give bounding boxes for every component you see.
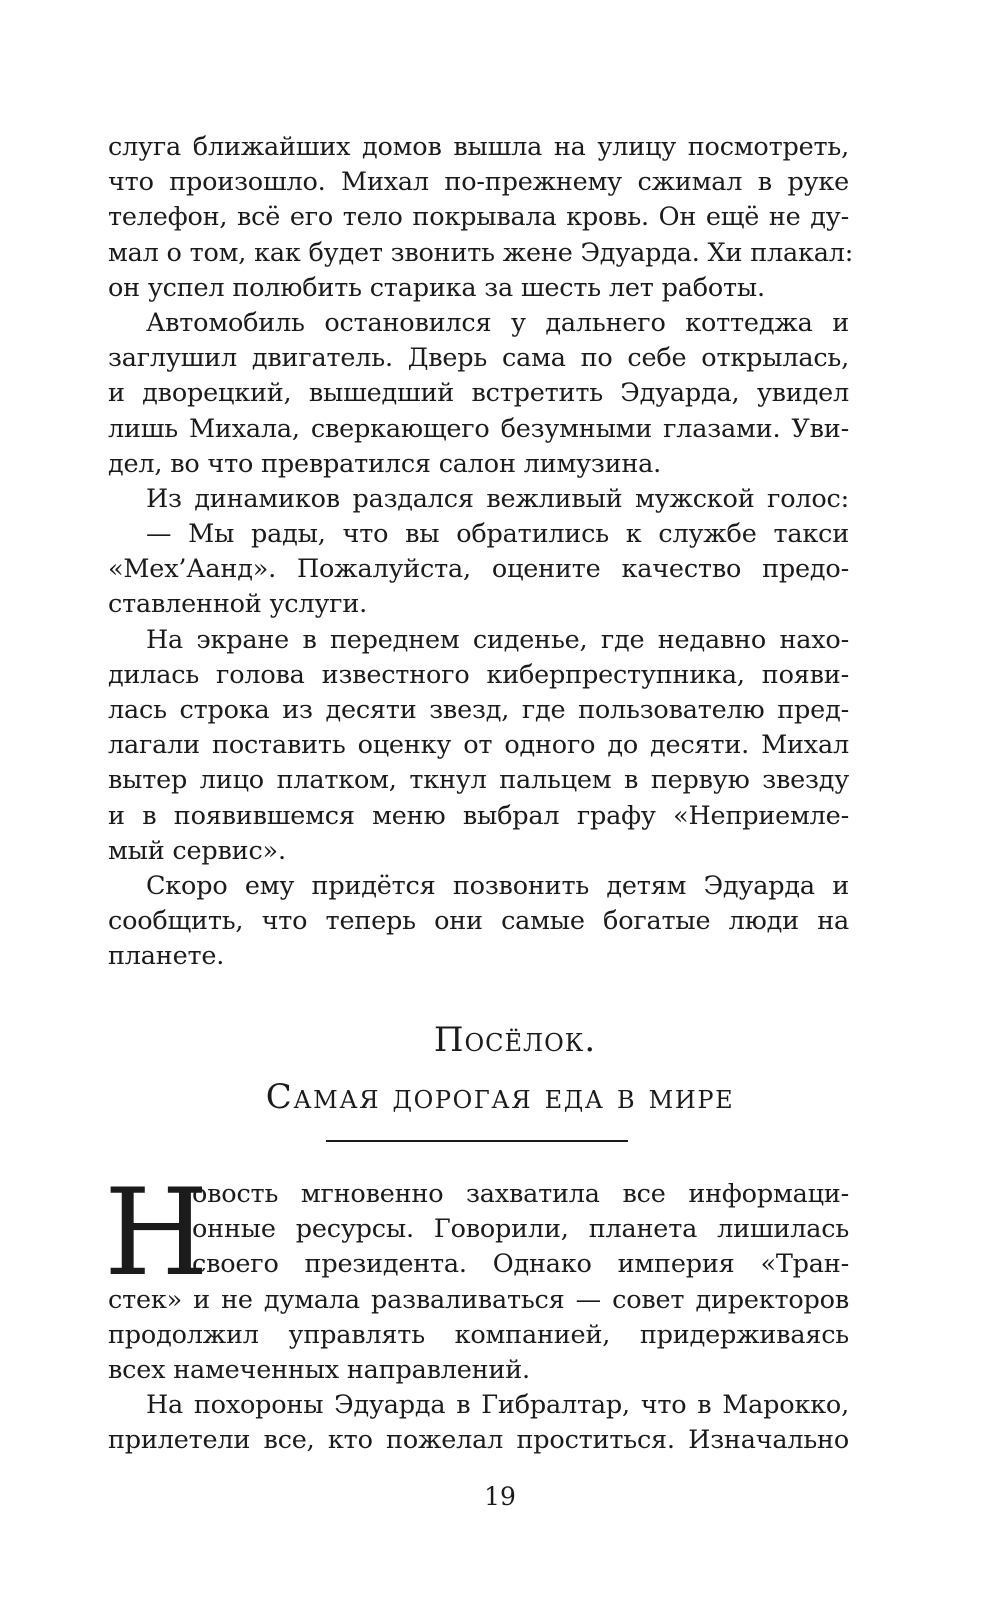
text-line: Автомобиль остановился у дальнего коттеджа и <box>146 307 849 338</box>
text-line: лась строка из десяти звезд, где пользователю пред- <box>108 695 849 725</box>
text-line: телефон, всё его тело покрывала кровь. Он ещё не ду- <box>108 202 849 233</box>
text-line: всех намеченных направлений. <box>108 1354 530 1385</box>
chapter-subtitle: Самая дорогая еда в мире <box>265 1077 735 1117</box>
text-line: дел, во что превратился салон лимузина. <box>108 448 662 479</box>
text-line: лишь Михала, сверкающего безумными глазами. Уви- <box>108 413 849 444</box>
text-line: заглушил двигатель. Дверь сама по себе открылась, <box>108 343 849 374</box>
text-line: своего президента. Однако империя «Тран- <box>192 1249 849 1280</box>
text-line: прилетели все, кто пожелал проститься. Изначально <box>108 1425 849 1456</box>
text-line: дилась голова известного киберпреступника, появи- <box>108 659 849 690</box>
text-line: сообщить, что теперь они самые богатые люди на <box>108 906 849 937</box>
drop-cap: Н <box>104 1164 209 1303</box>
text-line: и в появившемся меню выбрал графу «Неприемле- <box>108 800 849 831</box>
text-line: Скоро ему придётся позвонить детям Эдуарда и <box>146 870 849 901</box>
text-line: На экране в переднем сиденье, где недавно нахо- <box>146 624 849 655</box>
chapter-title: Посёлок. <box>433 1020 597 1060</box>
text-line: слуга ближайших домов вышла на улицу посмотреть, <box>108 132 849 162</box>
text-line: продолжил управлять компанией, придерживаясь <box>108 1319 849 1350</box>
text-line: мал о том, как будет звонить жене Эдуарда. Хи плакал: <box>108 237 854 268</box>
body-text-top <box>108 130 854 975</box>
text-line: планете. <box>108 941 225 972</box>
text-line: «Мех’Аанд». Пожалуйста, оцените качество предо- <box>108 554 849 585</box>
text-line: лагали поставить оценку от одного до десяти. Михал <box>108 730 849 761</box>
body-text-chapter <box>108 1177 849 1459</box>
heading-divider <box>326 1140 628 1142</box>
text-line: овость мгновенно захватила все информаци- <box>192 1179 849 1209</box>
text-line: — Мы рады, что вы обратились к службе такси <box>146 519 849 550</box>
text-line: онные ресурсы. Говорили, планета лишилась <box>192 1214 849 1245</box>
text-line: ставленной услуги. <box>108 589 368 620</box>
text-line: вытер лицо платком, ткнул пальцем в первую звезду <box>108 765 849 796</box>
text-line: стек» и не думала разваливаться — совет директоров <box>108 1284 849 1315</box>
text-line: Из динамиков раздался вежливый мужской голос: <box>146 483 849 514</box>
text-line: он успел полюбить старика за шесть лет работы. <box>108 272 765 303</box>
text-line: На похороны Эдуарда в Гибралтар, что в Марокко, <box>146 1390 849 1421</box>
text-line: что произошло. Михал по-прежнему сжимал в руке <box>108 167 849 198</box>
page-number: 19 <box>484 1482 516 1511</box>
text-line: и дворецкий, вышедший встретить Эдуарда, увидел <box>108 378 849 409</box>
text-line: мый сервис». <box>108 835 286 866</box>
